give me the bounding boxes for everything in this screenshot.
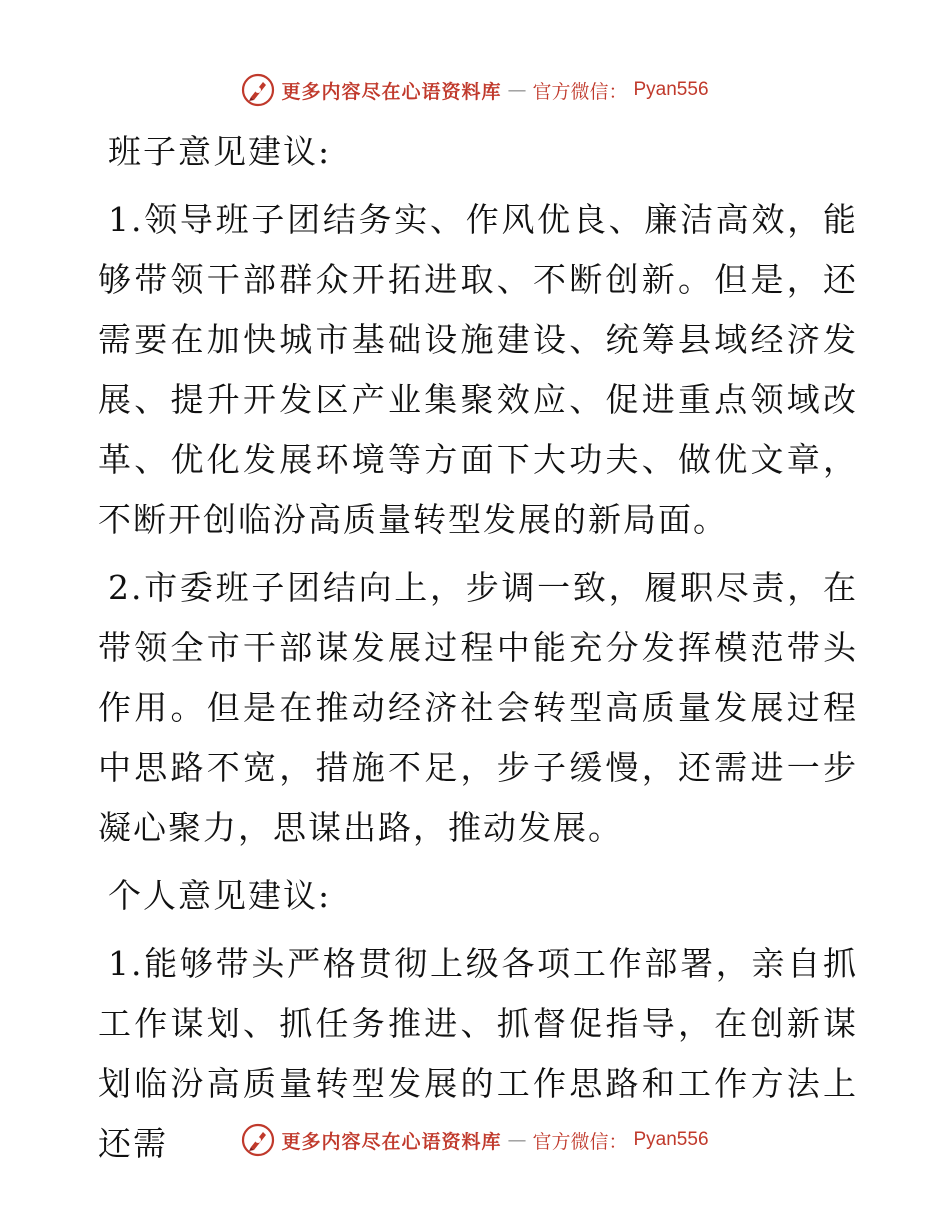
watermark-wechat-label: 官方微信： — [532, 1130, 628, 1153]
footer-watermark-banner — [0, 1122, 950, 1158]
quill-pen-logo-icon — [241, 73, 275, 107]
watermark-separator: — — [507, 1129, 527, 1151]
section-heading-team: 班子意见建议: — [108, 132, 332, 171]
section-heading-personal: 个人意见建议: — [108, 876, 332, 915]
team-suggestion-2: 2.市委班子团结向上，步调一致，履职尽责，在带领全市干部谋发展过程中能充分发挥模范带头作用。但是在推动经济社会转型高质量发展过程中思路不宽，措施不足，步子缓慢，还需进一步凝心聚力，思谋出路，推动发展。 — [98, 568, 858, 847]
watermark-brand-text: 更多内容尽在心语资料库 — [281, 80, 502, 103]
watermark-brand-text: 更多内容尽在心语资料库 — [281, 1130, 502, 1153]
document-body — [98, 122, 858, 1174]
team-suggestion-1: 1.领导班子团结务实、作风优良、廉洁高效，能够带领干部群众开拓进取、不断创新。但是，还需要在加快城市基础设施建设、统筹县域经济发展、提升开发区产业集聚效应、促进重点领域改革、优化发展环境等方面下大功夫、做优文章，不断开创临汾高质量转型发展的新局面。 — [98, 200, 858, 539]
header-watermark-banner — [0, 72, 950, 108]
quill-pen-logo-icon — [241, 1123, 275, 1157]
watermark-wechat-id: Pyan556 — [633, 1129, 709, 1150]
watermark-wechat-id: Pyan556 — [633, 79, 709, 100]
watermark-separator: — — [507, 79, 527, 101]
watermark-wechat-label: 官方微信： — [532, 80, 628, 103]
personal-suggestion-1: 1.能够带头严格贯彻上级各项工作部署，亲自抓工作谋划、抓任务推进、抓督促指导，在创新谋划临汾高质量转型发展的工作思路和工作方法上还需 — [98, 944, 858, 1163]
